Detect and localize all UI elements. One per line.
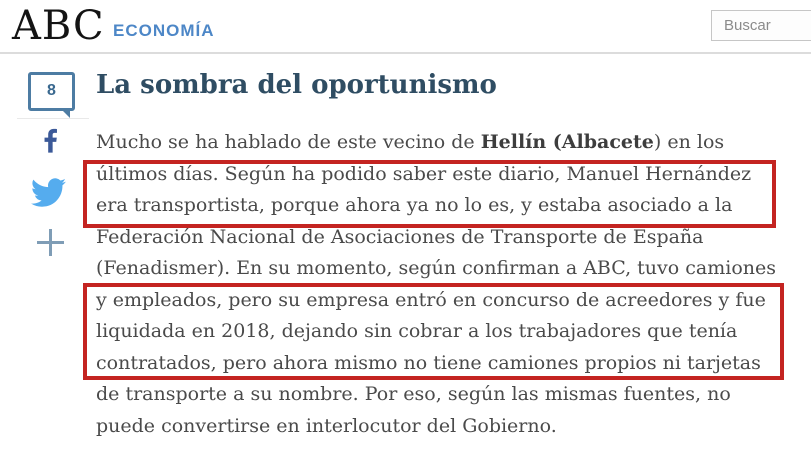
article-title: La sombra del oportunismo bbox=[96, 70, 497, 100]
article-line: era transportista, porque ahora ya no lo es, y estaba asociado a la bbox=[96, 194, 733, 216]
comment-bubble-tail-icon bbox=[60, 108, 70, 118]
article-body bbox=[96, 127, 796, 442]
site-header bbox=[0, 0, 811, 54]
article-line: últimos días. Según ha podido saber este diario, Manuel Hernández bbox=[96, 162, 752, 185]
article-line bbox=[96, 127, 796, 159]
plus-icon bbox=[37, 229, 64, 256]
line1-bold: Hellín (Albacete bbox=[480, 131, 654, 153]
article-line: (Fenadismer). En su momento, según confirman a ABC, tuvo camiones bbox=[96, 257, 776, 279]
facebook-share-button[interactable] bbox=[37, 127, 65, 155]
more-share-button[interactable] bbox=[37, 229, 64, 256]
article-line: puede convertirse en interlocutor del Gobierno. bbox=[96, 414, 557, 437]
twitter-share-button[interactable] bbox=[31, 175, 66, 210]
share-rail-divider bbox=[17, 118, 89, 119]
facebook-icon bbox=[37, 127, 65, 155]
twitter-icon bbox=[31, 175, 66, 210]
article-line: Federación Nacional de Asociaciones de Transporte de España bbox=[96, 225, 704, 248]
article-line: y empleados, pero su empresa entró en concurso de acreedores y fue bbox=[96, 288, 766, 311]
search-input[interactable] bbox=[711, 10, 811, 41]
comments-count: 8 bbox=[47, 82, 56, 99]
comments-count-badge[interactable] bbox=[28, 72, 75, 111]
article-line: de transporte a su nombre. Por eso, según las mismas fuentes, no bbox=[96, 383, 731, 405]
article-line: contratados, pero ahora mismo no tiene camiones propios ni tarjetas bbox=[96, 351, 761, 374]
line1-post: ) en los bbox=[653, 131, 725, 153]
article-line: liquidada en 2018, dejando sin cobrar a los trabajadores que tenía bbox=[96, 320, 738, 342]
section-label-economia[interactable]: ECONOMÍA bbox=[113, 21, 215, 40]
line1-pre: Mucho se ha hablado de este vecino de bbox=[96, 131, 481, 153]
abc-logo[interactable]: ABC bbox=[12, 3, 105, 49]
